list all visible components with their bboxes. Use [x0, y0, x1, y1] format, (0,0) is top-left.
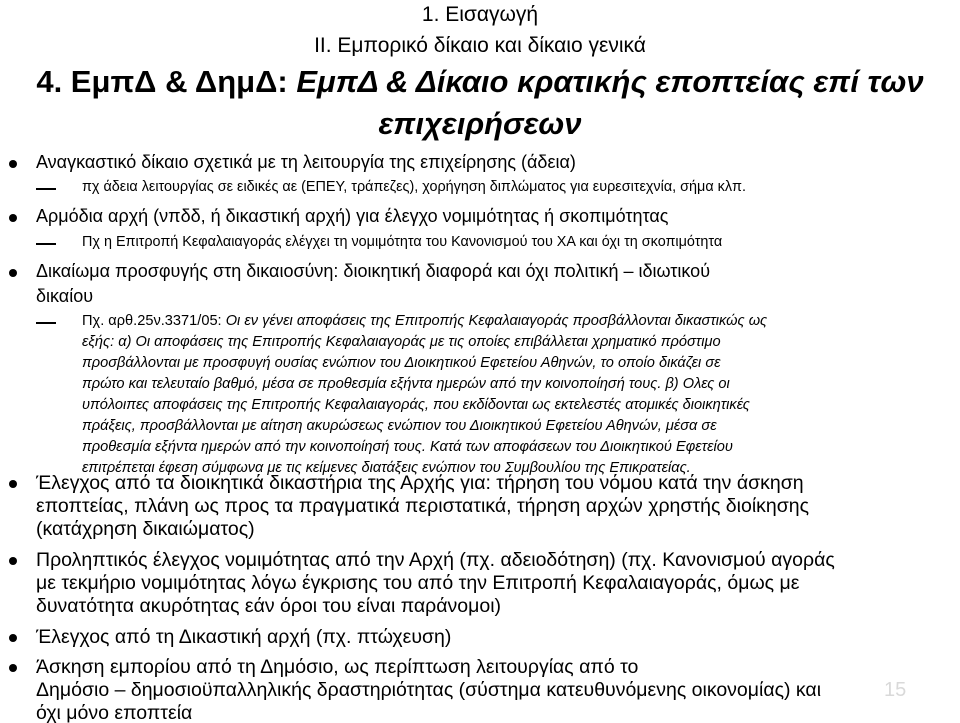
bullet-dot — [9, 160, 17, 168]
bullet-text: Έλεγχος από τη Δικαστική αρχή (πχ. πτώχευση) — [36, 626, 452, 648]
bullet-dot — [9, 480, 17, 488]
quote-line: προθεσμία εξήντα ημερών από την κοινοποίησή τους. Κατά των αποφάσεων του Διοικητικού Εφετείου — [82, 439, 733, 455]
dash-marker — [36, 243, 56, 245]
quote-line: υπόλοιπες αποφάσεις της Επιτροπής Κεφαλαιαγοράς, που εκδίδονται ως εκτελεστές ατομικές διοικητικές — [82, 397, 750, 413]
title-italic-part: ΕμπΔ & Δίκαιο κρατικής εποπτείας επί των — [296, 64, 924, 99]
bullet-text-cont: (κατάχρηση δικαιώματος) — [36, 518, 255, 540]
bullet-dot — [9, 557, 17, 565]
sub-bullet-text: πχ άδεια λειτουργίας σε ειδικές αε (ΕΠΕΥ, τράπεζες), χορήγηση διπλώματος για ευρεσιτεχνία, σήμα κλπ. — [82, 179, 746, 195]
dash-marker — [36, 322, 56, 324]
sub-bullet-text: Πχ η Επιτροπή Κεφαλαιαγοράς ελέγχει τη νομιμότητα του Κανονισμού του ΧΑ και όχι τη σκοπιμότητα — [82, 234, 723, 250]
bullet-text: Δικαίωμα προσφυγής στη δικαιοσύνη: διοικητική διαφορά και όχι πολιτική – ιδιωτικού — [36, 261, 711, 281]
quote-line: πράξεις, προσβάλλονται με αίτηση ακυρώσεως ενώπιον του Διοικητικού Εφετείου Αθηνών, μέσα σε — [82, 418, 717, 434]
bullet-text-cont: Δημόσιο – δημοσιοϋπαλληλικής δραστηριότητας (σύστημα κατευθυνόμενης οικονομίας) και — [36, 679, 822, 701]
quote-text: Οι εν γένει αποφάσεις της Επιτροπής Κεφαλαιαγοράς προσβάλλονται δικαστικώς ως — [225, 313, 768, 329]
section-heading: ΙΙ. Εμπορικό δίκαιο και δίκαιο γενικά — [314, 34, 646, 57]
quote-line: επιτρέπεται έφεση σύμφωνα με τις κείμενες διατάξεις ενώπιον του Συμβουλίου της Επικρατείας. — [82, 460, 691, 476]
title-number-part: 4. ΕμπΔ & ΔημΔ: — [36, 64, 288, 99]
quote-line: προσβάλλονται με προσφυγή ουσίας ενώπιον του Διοικητικού Εφετείου Αθηνών, το οποίο δικάζει σε — [82, 355, 721, 371]
quote-line: εξής: α) Οι αποφάσεις της Επιτροπής Κεφαλαιαγοράς με τις οποίες επιβάλλεται χρηματικό πρόστιμο — [82, 334, 721, 350]
bullet-text-cont: όχι μόνο εποπτεία — [36, 702, 193, 723]
quote-line: πρώτο και τελευταίο βαθμό, μέσα σε προθεσμία εξήντα ημερών από την κοινοποίησή τους. β) Ολες οι — [82, 376, 730, 392]
bullet-text: Προληπτικός έλεγχος νομιμότητας από την Αρχή (πχ. αδειοδότηση) (πχ. Κανονισμού αγοράς — [36, 549, 835, 571]
bullet-dot — [9, 634, 17, 642]
quote-line — [82, 314, 767, 329]
bullet-text: Αναγκαστικό δίκαιο σχετικά με τη λειτουργία της επιχείρησης (άδεια) — [36, 152, 576, 172]
quote-prefix: Πχ. αρθ.25ν.3371/05: — [82, 313, 222, 329]
bullet-text-cont: με τεκμήριο νομιμότητας λόγω έγκρισης του από την Επιτροπή Κεφαλαιαγοράς, όμως με — [36, 572, 800, 594]
bullet-dot — [9, 269, 17, 277]
chapter-heading: 1. Εισαγωγή — [421, 3, 539, 26]
slide-title-line2: επιχειρήσεων — [378, 106, 582, 141]
bullet-text: Αρμόδια αρχή (νπδδ, ή δικαστική αρχή) για έλεγχο νομιμότητας ή σκοπιμότητας — [36, 206, 669, 226]
bullet-text-cont: δυνατότητα ακυρότητας εάν όροι του είναι παράνομοι) — [36, 595, 502, 617]
bullet-dot — [9, 664, 17, 672]
slide-title-line1 — [0, 66, 960, 97]
dash-marker — [36, 188, 56, 190]
bullet-dot — [9, 214, 17, 222]
bullet-text-cont: εποπτείας, πλάνη ως προς τα πραγματικά περιστατικά, τήρηση αρχών χρηστής διοίκησης — [36, 495, 810, 517]
bullet-text: Άσκηση εμπορίου από τη Δημόσιο, ως περίπτωση λειτουργίας από το — [36, 656, 639, 678]
bullet-text: Έλεγχος από τα διοικητικά δικαστήρια της Αρχής για: τήρηση του νόμου κατά την άσκηση — [36, 472, 804, 494]
bullet-text-cont: δικαίου — [36, 286, 94, 306]
page-number: 15 — [884, 679, 907, 701]
